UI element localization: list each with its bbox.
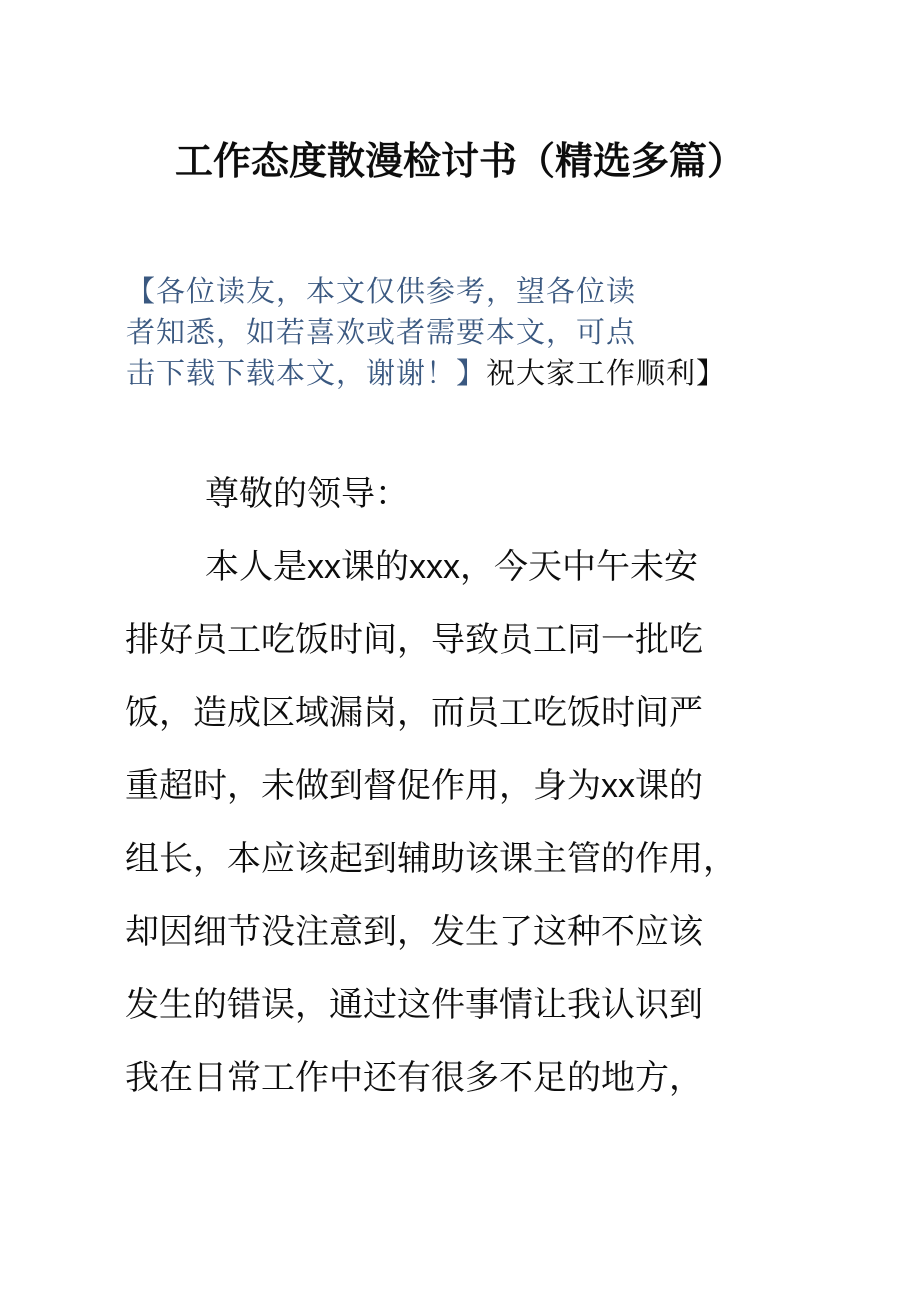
- notice-download-text: 击下载下载本文，谢谢！】: [126, 358, 487, 390]
- body-line: 饭，造成区域漏岗，而员工吃饭时间严: [125, 694, 703, 732]
- notice-line: 【各位读友，本文仅供参考，望各位读: [126, 276, 637, 308]
- salutation-line: 尊敬的领导：: [205, 475, 409, 513]
- notice-line: 者知悉，如若喜欢或者需要本文，可点: [126, 317, 637, 349]
- notice-wish-text: 祝大家工作顺利】: [486, 358, 727, 390]
- body-line: 组长，本应该起到辅助该课主管的作用，: [125, 840, 737, 878]
- notice-paragraph: [126, 272, 786, 395]
- body-line: 重超时，未做到督促作用，身为xx课的: [125, 767, 703, 805]
- body-text: [125, 458, 805, 1115]
- body-line: 发生的错误，通过这件事情让我认识到: [125, 986, 703, 1024]
- body-line: 本人是xx课的xxx，今天中午未安: [205, 548, 698, 586]
- page-title: 工作态度散漫检讨书（精选多篇）: [174, 141, 745, 183]
- body-line: 却因细节没注意到，发生了这种不应该: [125, 913, 703, 951]
- body-line: 我在日常工作中还有很多不足的地方，: [125, 1059, 703, 1097]
- notice-line: [126, 354, 786, 395]
- body-line: 排好员工吃饭时间，导致员工同一批吃: [125, 621, 703, 659]
